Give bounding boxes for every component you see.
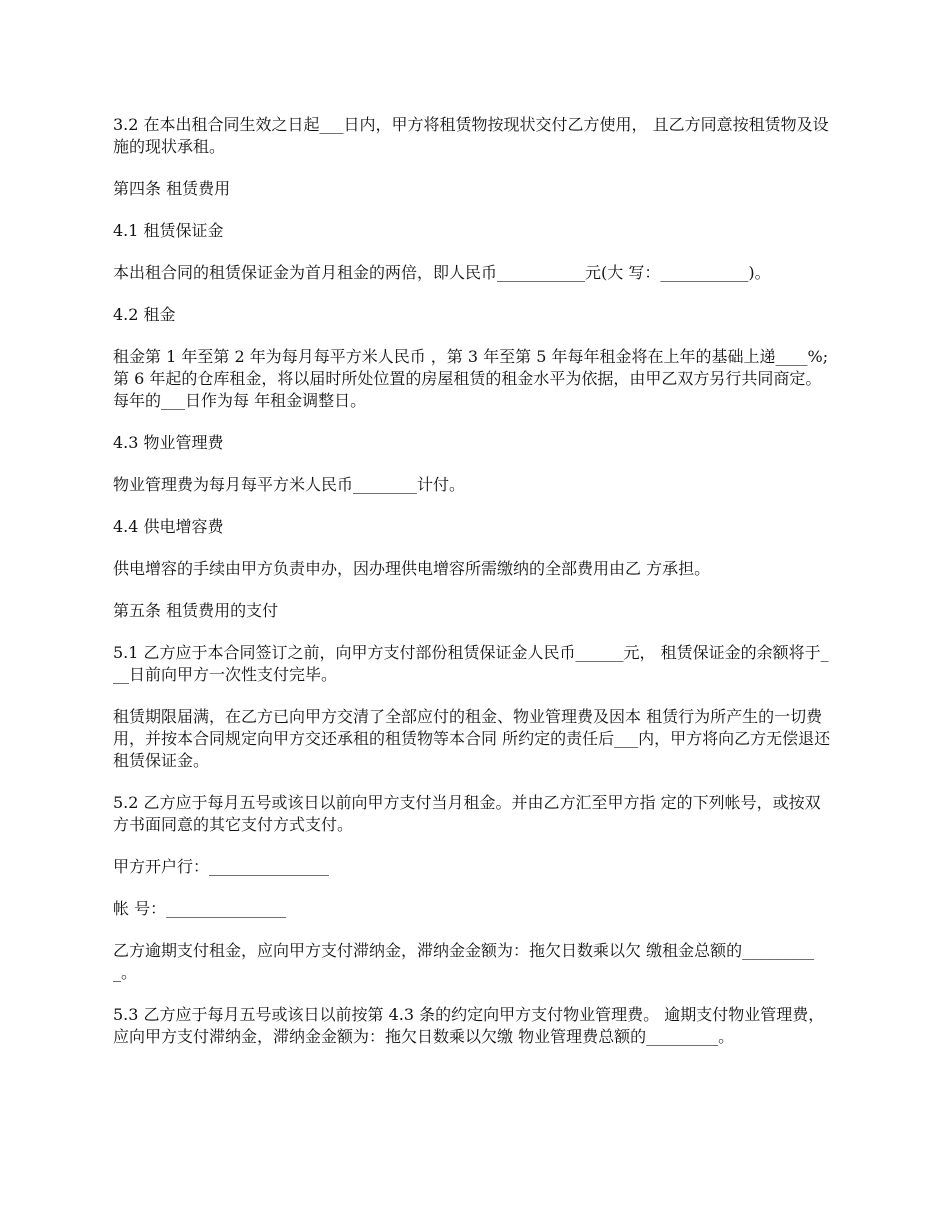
document-page xyxy=(113,114,835,1068)
clause-5-1: 5.1 乙方应于本合同签订之前，向甲方支付部份租赁保证金人民币______元， 租赁保证金的余额将于___日前向甲方一次性支付完毕。 xyxy=(113,643,829,684)
management-fee-paragraph: 物业管理费为每月每平方米人民币________计付。 xyxy=(113,475,466,494)
rent-paragraph: 租金第 1 年至第 2 年为每月每平方米人民币 ，第 3 年至第 5 年每年租金将在上年的基础上递____%;第 6 年起的仓库租金，将以届时所处位置的房屋租赁的租金水平为依据，由甲乙双方另行共同商定。每年的___日作为每 年租金调整日。 xyxy=(113,347,829,410)
article-4-heading: 第四条 租赁费用 xyxy=(113,179,231,198)
account-line: 帐 号：_______________ xyxy=(113,899,287,918)
clause-3-2: 3.2 在本出租合同生效之日起___日内，甲方将租赁物按现状交付乙方使用， 且乙方同意按租赁物及设施的现状承租。 xyxy=(113,115,829,156)
deposit-paragraph: 本出租合同的租赁保证金为首月租金的两倍，即人民币___________元(大 写：___________)。 xyxy=(113,263,771,282)
clause-4-3-heading: 4.3 物业管理费 xyxy=(113,433,224,452)
clause-4-2-heading: 4.2 租金 xyxy=(113,305,176,324)
clause-4-4-heading: 4.4 供电增容费 xyxy=(113,517,224,536)
late-rent-paragraph: 乙方逾期支付租金，应向甲方支付滞纳金，滞纳金金额为：拖欠日数乘以欠 缴租金总额的__________。 xyxy=(113,941,815,982)
article-5-heading: 第五条 租赁费用的支付 xyxy=(113,601,279,620)
clause-4-1-heading: 4.1 租赁保证金 xyxy=(113,221,224,240)
deposit-refund-paragraph: 租赁期限届满，在乙方已向甲方交清了全部应付的租金、物业管理费及因本 租赁行为所产生的一切费用，并按本合同规定向甲方交还承租的租赁物等本合同 所约定的责任后___内，甲方将向乙方无偿退还租赁保证金。 xyxy=(113,707,831,770)
clause-5-2: 5.2 乙方应于每月五号或该日以前向甲方支付当月租金。并由乙方汇至甲方指 定的下列帐号，或按双方书面同意的其它支付方式支付。 xyxy=(113,793,821,834)
bank-line: 甲方开户行：_______________ xyxy=(113,857,330,876)
power-capacity-paragraph: 供电增容的手续由甲方负责申办，因办理供电增容所需缴纳的全部费用由乙 方承担。 xyxy=(113,559,711,578)
clause-5-3: 5.3 乙方应于每月五号或该日以前按第 4.3 条的约定向甲方支付物业管理费。 逾期支付物业管理费，应向甲方支付滞纳金，滞纳金金额为：拖欠日数乘以欠缴 物业管理费总额的_________。 xyxy=(113,1005,825,1046)
